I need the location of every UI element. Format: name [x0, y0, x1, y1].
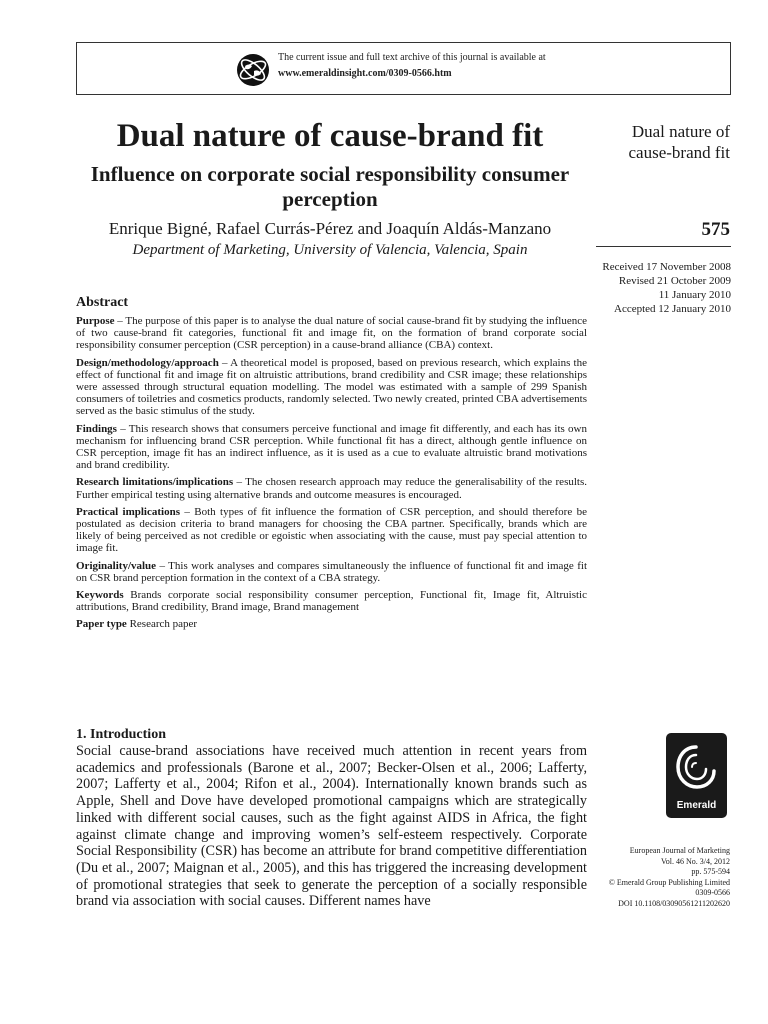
emerald-logo-text: Emerald — [676, 800, 717, 811]
page-number: 575 — [701, 219, 730, 240]
abstract-body — [76, 315, 587, 636]
abstract-findings — [76, 423, 587, 472]
date-revised-2: 11 January 2010 — [658, 289, 731, 301]
keywords-text: Brands corporate social responsibility consumer perception, Functional fit, Image fit, Altruistic attributions, Brand credibility, Brand image, Brand management — [76, 589, 587, 614]
affiliation: Department of Marketing, University of Valencia, Valencia, Spain — [132, 242, 528, 258]
abstract-practical — [76, 506, 587, 555]
journal-copyright: © Emerald Group Publishing Limited — [608, 877, 730, 887]
design-label: Design/methodology/approach — [76, 356, 219, 369]
abstract-limitations — [76, 476, 587, 500]
findings-label: Findings — [76, 422, 117, 435]
emerald-swirl-icon — [674, 741, 719, 796]
journal-info — [590, 846, 730, 909]
papertype-text: Research paper — [126, 618, 198, 631]
date-revised: Revised 21 October 2009 — [618, 275, 731, 287]
journal-doi[interactable]: DOI 10.1108/03090561211202620 — [618, 898, 730, 908]
authors: Enrique Bigné, Rafael Currás-Pérez and Joaquín Aldás-Manzano — [108, 219, 552, 238]
limitations-text: – The chosen research approach may reduce the generalisability of the results. Further empirical testing using alternative brands and outcome measures is encouraged. — [76, 476, 587, 501]
header-notice: The current issue and full text archive of this journal is available at — [278, 52, 546, 63]
date-received: Received 17 November 2008 — [602, 261, 731, 273]
journal-volume: Vol. 46 No. 3/4, 2012 — [661, 856, 730, 866]
globe-icon — [236, 53, 270, 87]
date-accepted: Accepted 12 January 2010 — [614, 303, 731, 315]
section-heading: 1. Introduction — [76, 727, 166, 742]
limitations-label: Research limitations/implications — [76, 476, 234, 489]
journal-pages: pp. 575-594 — [691, 867, 730, 876]
divider — [596, 246, 731, 247]
abstract-design — [76, 357, 587, 418]
journal-name: European Journal of Marketing — [629, 846, 730, 855]
purpose-text: – The purpose of this paper is to analyse the dual nature of social cause-brand fit by studying the influence of two cause-brand fit categories, functional fit and image fit, on the formation of brand corporate social responsibility consumer perception (CSR perception) in a cause-brand alliance (CBA) context. — [76, 315, 587, 352]
intro-text: Social cause-brand associations have received much attention in recent years from academics and professionals (Barone et al., 2007; Becker-Olsen et al., 2006; Lafferty, 2007; Lafferty et al., 2004; Rifon et al., 2004). Internationally known brands such as Apple, Shell and Dove have developed promotional campaigns which are strategically linked with different social causes, such as the fight against AIDS in Africa, the fight against climate change and improving women’s self-esteem respectively. Corporate Social Responsibility (CSR) has become an attribute for brand competitive differentiation (Du et al., 2007; Maignan et al., 2005), and this has triggered the increasing development of promotional strategies that seek to generate the perception of a socially responsible brand via association with social causes. Different names have — [76, 743, 587, 910]
header-url[interactable]: www.emeraldinsight.com/0309-0566.htm — [278, 68, 452, 79]
practical-label: Practical implications — [76, 505, 180, 518]
originality-text: – This work analyses and compares simultaneously the influence of functional fit and image fit on CSR brand perception formation in the context of a CBA strategy. — [76, 559, 587, 584]
journal-issn: 0309-0566 — [695, 888, 730, 897]
abstract-papertype — [76, 618, 587, 630]
practical-text: – Both types of fit influence the formation of CSR perception, and should therefore be postulated as decision criteria to brand managers for choosing the CBA partner. Specifically, brands which are likely of being perceived as not credible or egoistic when associating with the cause, must pay special attention to image fit. — [76, 505, 587, 555]
abstract-purpose — [76, 315, 587, 352]
papertype-label: Paper type — [76, 618, 127, 631]
design-text: – A theoretical model is proposed, based on previous research, which explains the effect of functional fit and image fit on altruistic attributions, brand credibility and CSR image; these relationships were assessed through structural equation modelling. The model was estimated with a sample of 299 Spanish consumers of toiletries and cosmetics products, randomly selected. Two newly created, printed CBA advertisements served as the basic stimulus of the study. — [76, 356, 587, 418]
originality-label: Originality/value — [76, 559, 157, 572]
abstract-keywords — [76, 589, 587, 613]
findings-text: – This research shows that consumers perceive functional and image fit differently, and each has its own mechanism for influencing brand CSR perception. While functional fit has a direct, although gentle influence on CSR perception, image fit has an indirect influence, as it is used as a cue to evaluate altruistic brand motivations and brand credibility. — [76, 422, 587, 472]
running-head: Dual nature of cause-brand fit — [628, 122, 730, 162]
abstract-heading: Abstract — [76, 295, 129, 310]
abstract-originality — [76, 560, 587, 584]
submission-dates — [590, 260, 731, 316]
paper-subtitle: Influence on corporate social responsibility consumer perception — [90, 162, 570, 211]
paper-title: Dual nature of cause-brand fit — [116, 118, 544, 154]
purpose-label: Purpose — [76, 315, 115, 327]
keywords-label: Keywords — [76, 589, 124, 602]
